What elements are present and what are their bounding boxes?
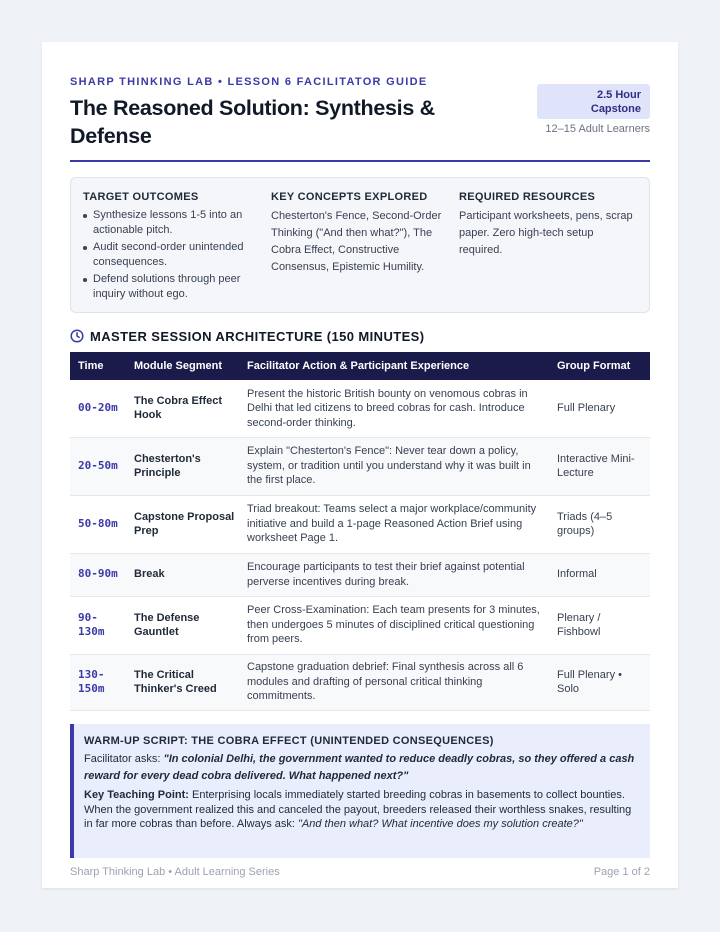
overview-box xyxy=(70,177,650,313)
outcomes-column xyxy=(83,191,263,304)
table-row xyxy=(70,553,650,596)
row-time: 80-90m xyxy=(70,553,126,596)
row-time: 50-80m xyxy=(70,495,126,553)
row-action: Present the historic British bounty on venomous cobras in Delhi that led citizens to breed cobras for cash. Introduce second-order thinking. xyxy=(239,380,549,437)
concepts-column xyxy=(271,191,451,276)
row-action: Encourage participants to test their brief against potential perverse incentives during break. xyxy=(239,553,549,596)
badge-type: Capstone xyxy=(590,103,641,115)
resources-heading: REQUIRED RESOURCES xyxy=(459,191,596,203)
point-label: Key Teaching Point: xyxy=(84,789,189,801)
question-text: "In colonial Delhi, the government wanted to reduce deadly cobras, so they offered a cash reward for every dead cobra delivered. What happened next?" xyxy=(84,753,635,782)
series-kicker: SHARP THINKING LAB • LESSON 6 FACILITATOR GUIDE xyxy=(70,76,428,88)
row-module: Break xyxy=(126,553,239,596)
row-action: Capstone graduation debrief: Final synthesis across all 6 modules and drafting of personal critical thinking commitments. xyxy=(239,654,549,710)
resources-text: Participant worksheets, pens, scrap paper. Zero high-tech setup required. xyxy=(459,210,633,256)
row-module: Chesterton's Principle xyxy=(126,437,239,495)
session-heading: MASTER SESSION ARCHITECTURE (150 MINUTES) xyxy=(90,328,425,344)
point-text: Enterprising locals immediately started breeding cobras in basements to collect bounties. When the government realized this and canceled the payout, breeders released their worthless snakes, resulting in far more cobras than before. Always ask: xyxy=(84,789,632,830)
header-divider xyxy=(70,160,650,162)
column-header-format: Group Format xyxy=(549,352,650,380)
asks-label: Facilitator asks: xyxy=(84,753,161,765)
page-number: Page 1 of 2 xyxy=(593,866,650,878)
row-format: Full Plenary xyxy=(549,380,650,437)
row-format: Full Plenary • Solo xyxy=(549,654,650,710)
concepts-heading: KEY CONCEPTS EXPLORED xyxy=(271,191,428,203)
session-section-header xyxy=(70,328,424,344)
row-time: 90-130m xyxy=(70,596,126,654)
page-title: The Reasoned Solution: Synthesis & Defense xyxy=(70,96,435,148)
teaching-point xyxy=(84,788,638,832)
table-row xyxy=(70,654,650,710)
point-quote: "And then what? What incentive does my solution create?" xyxy=(298,818,583,830)
row-module: The Critical Thinker's Creed xyxy=(126,654,239,710)
row-module: The Defense Gauntlet xyxy=(126,596,239,654)
row-module: The Cobra Effect Hook xyxy=(126,380,239,437)
column-header-time: Time xyxy=(70,352,126,380)
row-format: Triads (4–5 groups) xyxy=(549,495,650,553)
learner-count: 12–15 Adult Learners xyxy=(545,123,650,135)
row-action: Triad breakout: Teams select a major workplace/community initiative and build a 1-page Reasoned Action Brief using worksheet Page 1. xyxy=(239,495,549,553)
resources-column xyxy=(459,191,639,259)
badge-duration: 2.5 Hour xyxy=(596,89,641,101)
session-table xyxy=(70,352,650,711)
row-time: 130-150m xyxy=(70,654,126,710)
column-header-module: Module Segment xyxy=(126,352,239,380)
table-row xyxy=(70,437,650,495)
warmup-title: WARM-UP SCRIPT: THE COBRA EFFECT (UNINTENDED CONSEQUENCES) xyxy=(84,735,494,747)
row-format: Interactive Mini-Lecture xyxy=(549,437,650,495)
table-row xyxy=(70,596,650,654)
row-time: 00-20m xyxy=(70,380,126,437)
table-row xyxy=(70,380,650,437)
row-module: Capstone Proposal Prep xyxy=(126,495,239,553)
column-header-action: Facilitator Action & Participant Experience xyxy=(239,352,549,380)
table-row xyxy=(70,495,650,553)
concepts-text: Chesterton's Fence, Second-Order Thinking ("And then what?"), The Cobra Effect, Constructive Consensus, Epistemic Humility. xyxy=(271,210,442,273)
row-format: Plenary / Fishbowl xyxy=(549,596,650,654)
outcomes-list xyxy=(83,208,263,301)
warmup-question xyxy=(84,751,638,785)
row-action: Explain "Chesterton's Fence": Never tear down a policy, system, or tradition until you understand why it was built in the first place. xyxy=(239,437,549,495)
duration-badge xyxy=(537,84,650,119)
clock-icon xyxy=(70,329,84,343)
outcomes-heading: TARGET OUTCOMES xyxy=(83,191,199,203)
footer-series: Sharp Thinking Lab • Adult Learning Series xyxy=(70,866,280,878)
table-header-row xyxy=(70,352,650,380)
warmup-callout xyxy=(70,724,650,858)
guide-page xyxy=(42,42,678,888)
list-item: Defend solutions through peer inquiry without ego. xyxy=(83,272,263,301)
row-action: Peer Cross-Examination: Each team presents for 3 minutes, then undergoes 5 minutes of disciplined critical questioning from peers. xyxy=(239,596,549,654)
row-time: 20-50m xyxy=(70,437,126,495)
row-format: Informal xyxy=(549,553,650,596)
list-item: Synthesize lessons 1-5 into an actionable pitch. xyxy=(83,208,263,237)
list-item: Audit second-order unintended consequences. xyxy=(83,240,263,269)
